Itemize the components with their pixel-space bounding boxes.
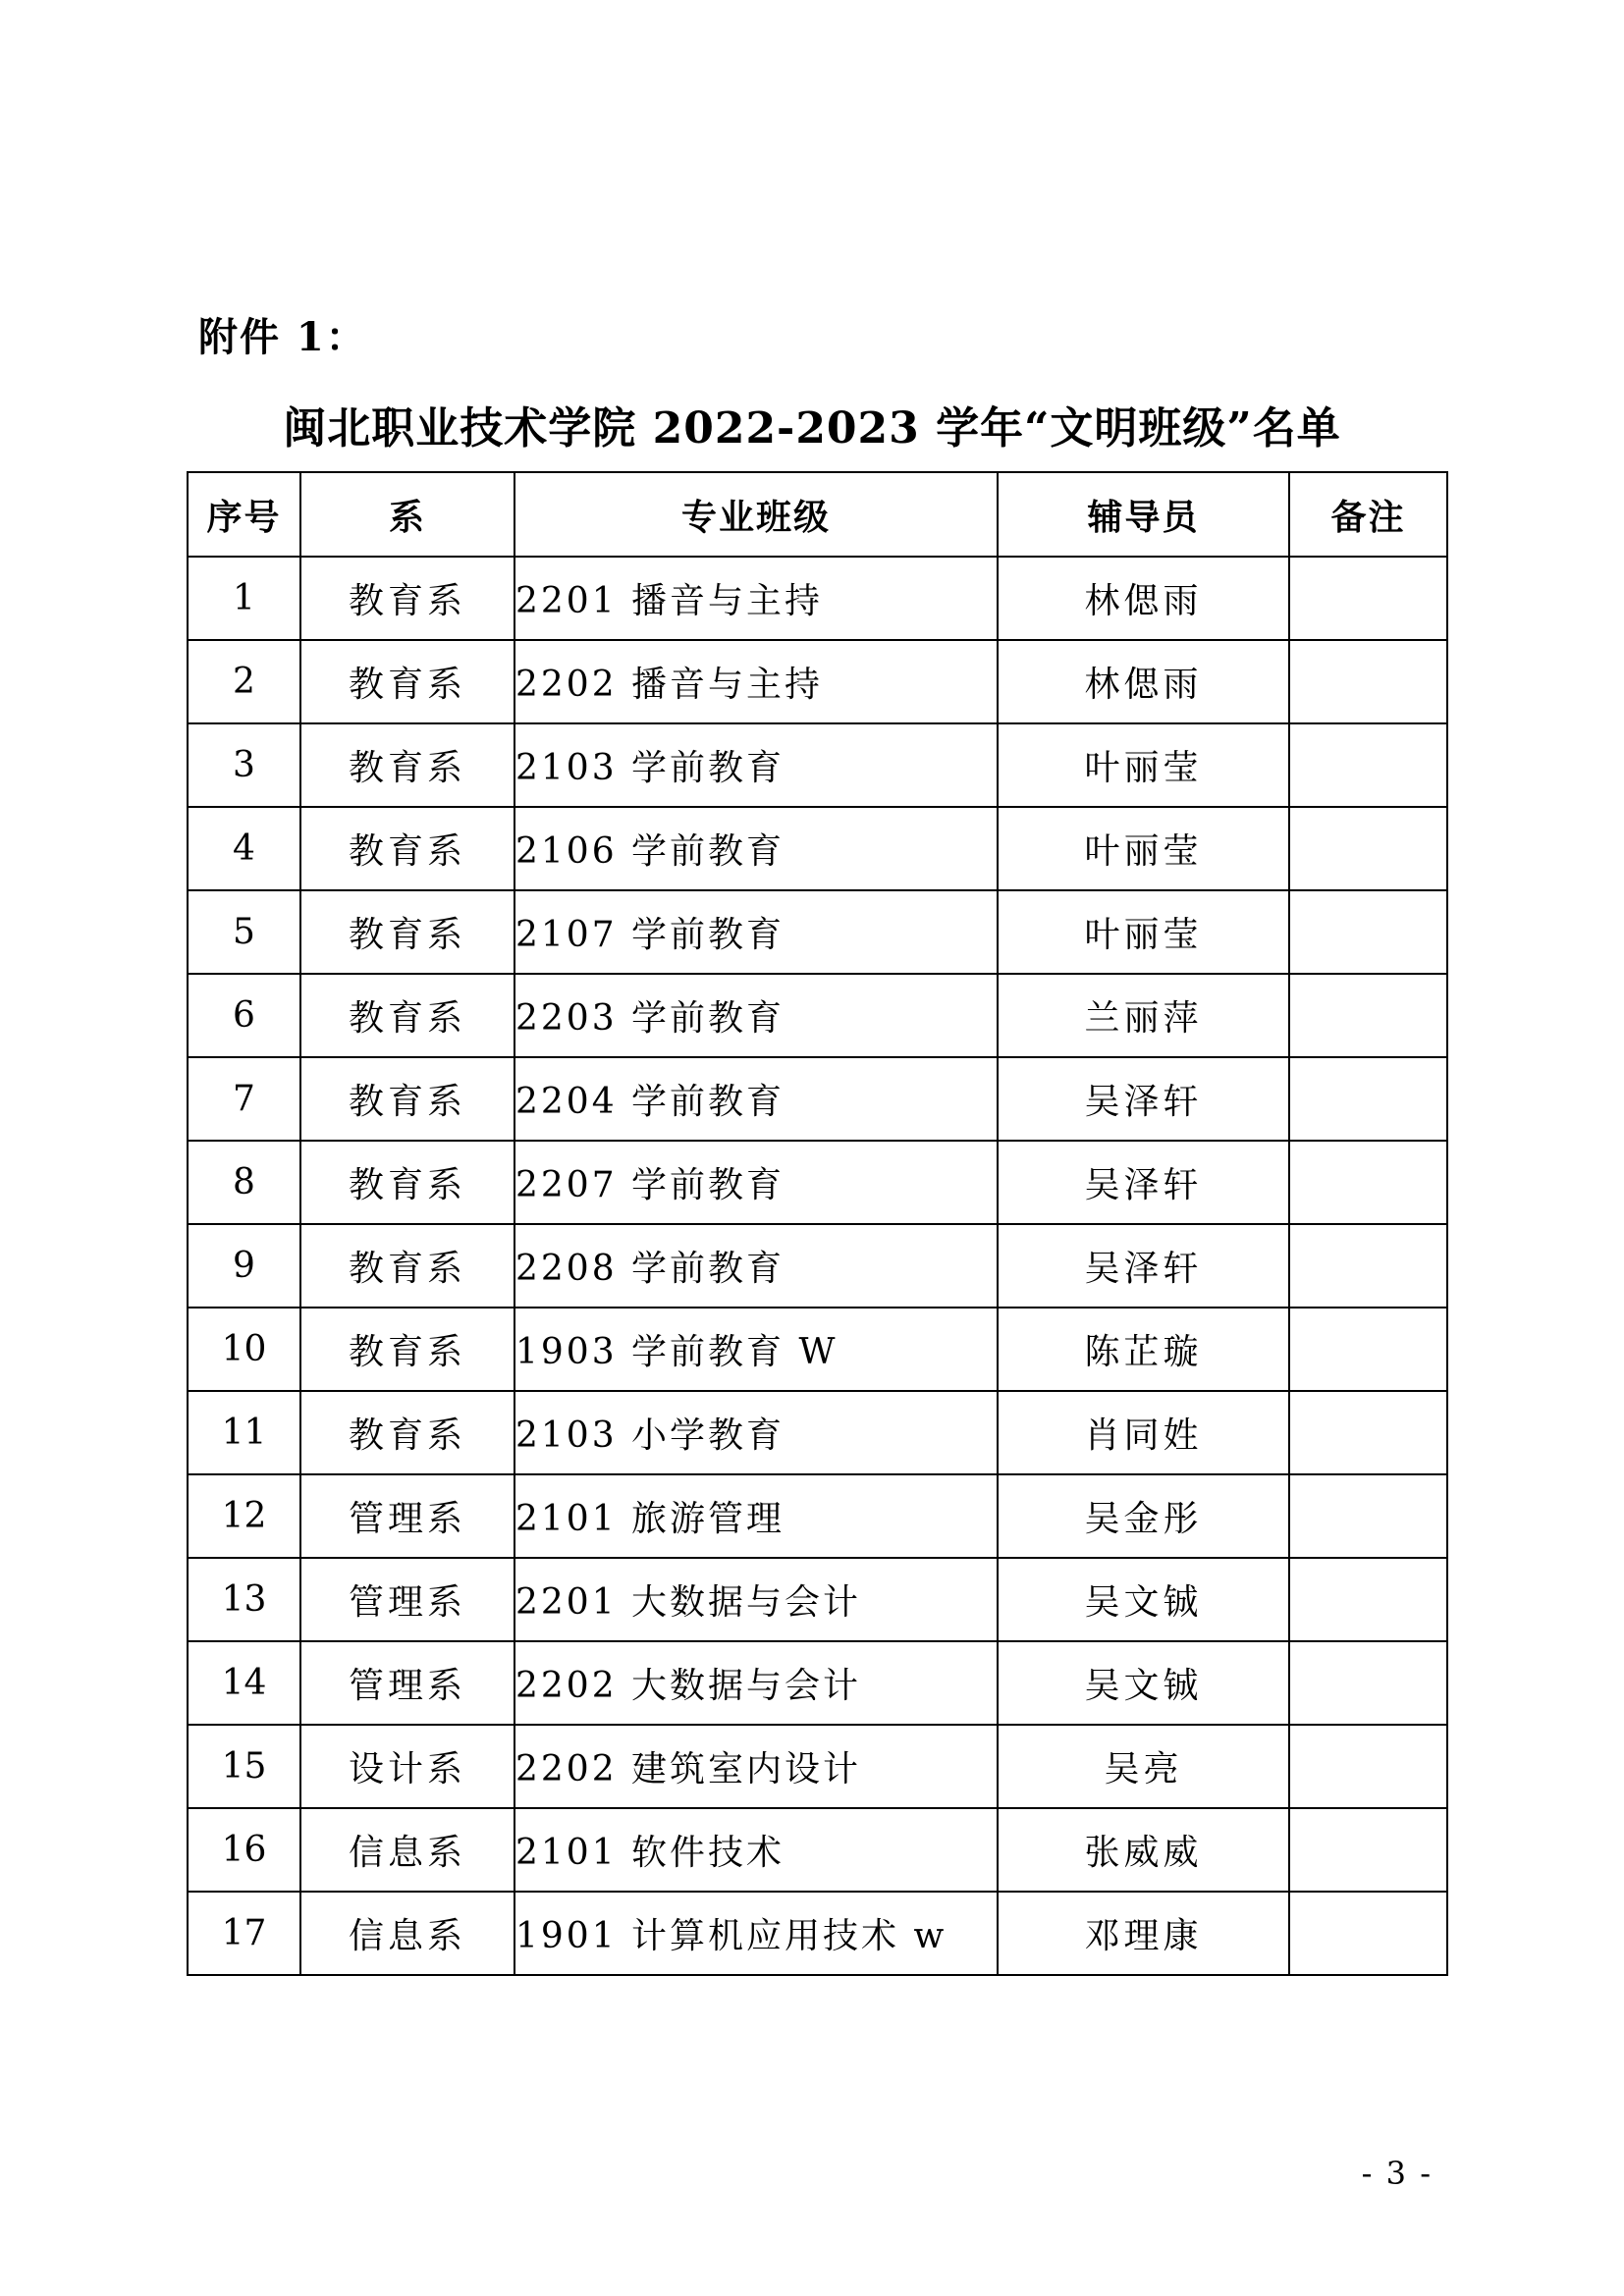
table-row: [188, 890, 1447, 974]
cell-index: 10: [188, 1308, 300, 1391]
cell-index: 4: [188, 807, 300, 890]
table-row: [188, 807, 1447, 890]
cell-index: 7: [188, 1057, 300, 1141]
cell-department: 管理系: [300, 1641, 514, 1725]
cell-advisor: 吴文铖: [998, 1641, 1289, 1725]
table-row: [188, 1641, 1447, 1725]
class-roster-table: [187, 471, 1448, 1976]
cell-department: 教育系: [300, 1224, 514, 1308]
cell-index: 15: [188, 1725, 300, 1808]
table-row: [188, 1808, 1447, 1892]
cell-department: 信息系: [300, 1808, 514, 1892]
cell-advisor: 林偲雨: [998, 640, 1289, 723]
cell-advisor: 吴泽轩: [998, 1057, 1289, 1141]
cell-remarks: [1289, 1892, 1447, 1975]
cell-class: 2201 大数据与会计: [514, 1558, 998, 1641]
cell-class: 2204 学前教育: [514, 1057, 998, 1141]
cell-index: 13: [188, 1558, 300, 1641]
cell-department: 教育系: [300, 640, 514, 723]
table-row: [188, 1057, 1447, 1141]
table-body: [188, 557, 1447, 1975]
cell-remarks: [1289, 890, 1447, 974]
cell-index: 11: [188, 1391, 300, 1474]
cell-department: 设计系: [300, 1725, 514, 1808]
cell-index: 16: [188, 1808, 300, 1892]
table-row: [188, 640, 1447, 723]
cell-class: 2101 软件技术: [514, 1808, 998, 1892]
cell-advisor: 林偲雨: [998, 557, 1289, 640]
table-row: [188, 1474, 1447, 1558]
table-row: [188, 1725, 1447, 1808]
cell-remarks: [1289, 1474, 1447, 1558]
cell-index: 9: [188, 1224, 300, 1308]
cell-remarks: [1289, 1808, 1447, 1892]
cell-advisor: 叶丽莹: [998, 890, 1289, 974]
cell-class: 2208 学前教育: [514, 1224, 998, 1308]
cell-class: 2203 学前教育: [514, 974, 998, 1057]
cell-advisor: 张威威: [998, 1808, 1289, 1892]
cell-class: 2107 学前教育: [514, 890, 998, 974]
cell-index: 8: [188, 1141, 300, 1224]
cell-advisor: 叶丽莹: [998, 723, 1289, 807]
cell-advisor: 吴金彤: [998, 1474, 1289, 1558]
cell-department: 信息系: [300, 1892, 514, 1975]
cell-remarks: [1289, 1725, 1447, 1808]
cell-index: 5: [188, 890, 300, 974]
cell-class: 2201 播音与主持: [514, 557, 998, 640]
cell-department: 教育系: [300, 1391, 514, 1474]
document-title: 闽北职业技术学院 2022-2023 学年“文明班级”名单: [283, 403, 1341, 454]
cell-advisor: 叶丽莹: [998, 807, 1289, 890]
cell-remarks: [1289, 1057, 1447, 1141]
header-class: 专业班级: [514, 472, 998, 557]
cell-department: 教育系: [300, 1141, 514, 1224]
table-row: [188, 1391, 1447, 1474]
table-row: [188, 557, 1447, 640]
cell-remarks: [1289, 557, 1447, 640]
cell-index: 6: [188, 974, 300, 1057]
cell-department: 教育系: [300, 807, 514, 890]
cell-advisor: 肖同姓: [998, 1391, 1289, 1474]
cell-department: 教育系: [300, 1057, 514, 1141]
cell-index: 14: [188, 1641, 300, 1725]
header-department: 系: [300, 472, 514, 557]
cell-class: 2202 大数据与会计: [514, 1641, 998, 1725]
cell-department: 管理系: [300, 1558, 514, 1641]
cell-class: 2103 小学教育: [514, 1391, 998, 1474]
cell-advisor: 兰丽萍: [998, 974, 1289, 1057]
table-header-row: [188, 472, 1447, 557]
cell-advisor: 陈芷璇: [998, 1308, 1289, 1391]
cell-remarks: [1289, 807, 1447, 890]
cell-department: 管理系: [300, 1474, 514, 1558]
cell-remarks: [1289, 1391, 1447, 1474]
table-row: [188, 1892, 1447, 1975]
cell-class: 2103 学前教育: [514, 723, 998, 807]
cell-index: 2: [188, 640, 300, 723]
cell-department: 教育系: [300, 723, 514, 807]
cell-index: 3: [188, 723, 300, 807]
cell-remarks: [1289, 640, 1447, 723]
cell-department: 教育系: [300, 890, 514, 974]
table-row: [188, 1141, 1447, 1224]
cell-department: 教育系: [300, 1308, 514, 1391]
cell-remarks: [1289, 1224, 1447, 1308]
cell-class: 2101 旅游管理: [514, 1474, 998, 1558]
cell-advisor: 邓理康: [998, 1892, 1289, 1975]
cell-remarks: [1289, 1141, 1447, 1224]
cell-advisor: 吴文铖: [998, 1558, 1289, 1641]
table-row: [188, 974, 1447, 1057]
table-row: [188, 1308, 1447, 1391]
header-index: 序号: [188, 472, 300, 557]
cell-remarks: [1289, 723, 1447, 807]
cell-remarks: [1289, 1308, 1447, 1391]
table-row: [188, 723, 1447, 807]
cell-remarks: [1289, 974, 1447, 1057]
cell-index: 12: [188, 1474, 300, 1558]
cell-remarks: [1289, 1558, 1447, 1641]
cell-class: 1903 学前教育 W: [514, 1308, 998, 1391]
cell-remarks: [1289, 1641, 1447, 1725]
cell-advisor: 吴亮: [998, 1725, 1289, 1808]
cell-class: 2202 播音与主持: [514, 640, 998, 723]
cell-index: 1: [188, 557, 300, 640]
cell-class: 1901 计算机应用技术 w: [514, 1892, 998, 1975]
cell-class: 2106 学前教育: [514, 807, 998, 890]
cell-class: 2207 学前教育: [514, 1141, 998, 1224]
cell-advisor: 吴泽轩: [998, 1141, 1289, 1224]
table-row: [188, 1558, 1447, 1641]
cell-index: 17: [188, 1892, 300, 1975]
cell-department: 教育系: [300, 974, 514, 1057]
header-advisor: 辅导员: [998, 472, 1289, 557]
page-number: - 3 -: [1361, 2155, 1433, 2192]
table-row: [188, 1224, 1447, 1308]
cell-department: 教育系: [300, 557, 514, 640]
attachment-label: 附件 1：: [198, 314, 367, 360]
header-remarks: 备注: [1289, 472, 1447, 557]
cell-class: 2202 建筑室内设计: [514, 1725, 998, 1808]
cell-advisor: 吴泽轩: [998, 1224, 1289, 1308]
